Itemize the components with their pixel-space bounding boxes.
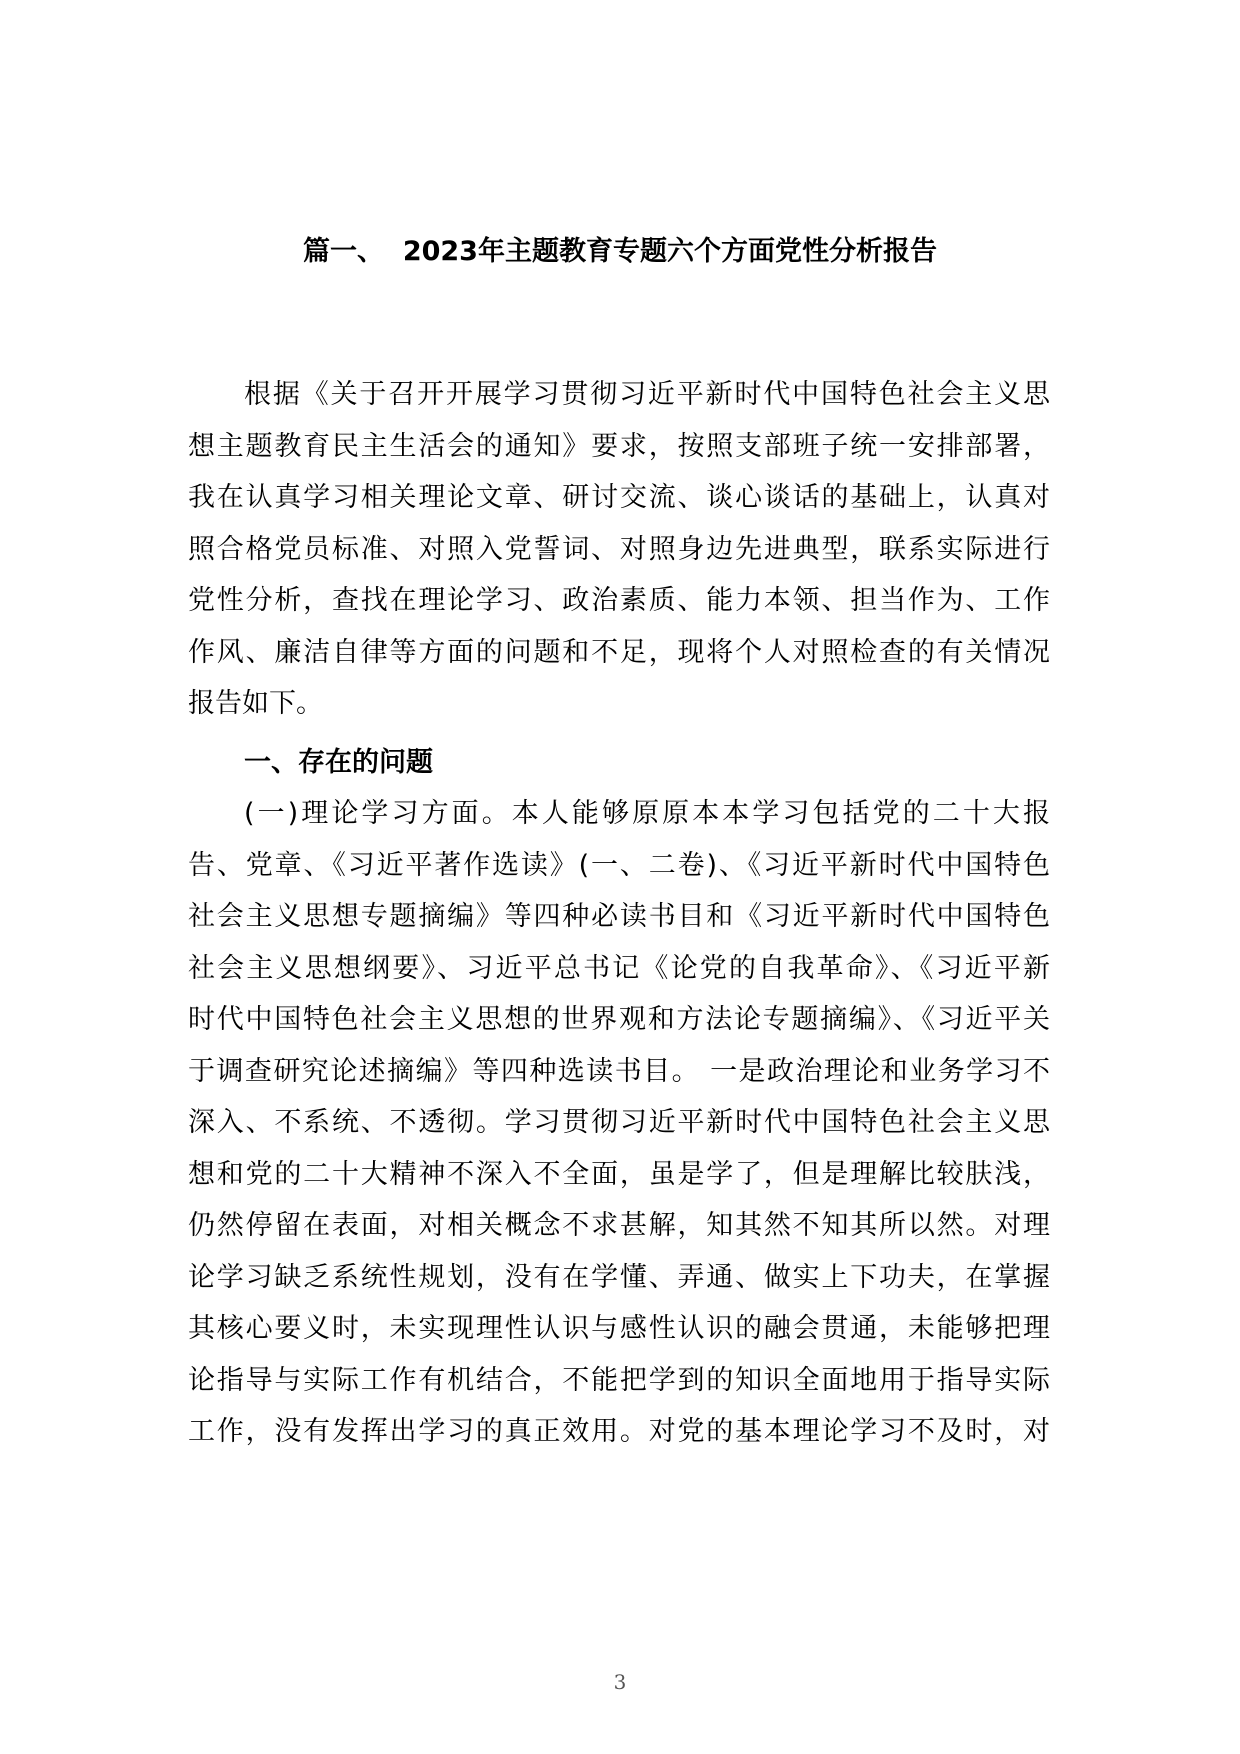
page-number: 3 xyxy=(613,1670,627,1694)
section1-line: 工作，没有发挥出学习的真正效用。对党的基本理论学习不及时，对 xyxy=(188,1416,1050,1447)
intro-paragraph xyxy=(188,369,1050,730)
section1-line: 告、党章、《习近平著作选读》(一、二卷)、《习近平新时代中国特色 xyxy=(188,849,1050,881)
section1-line: 深入、不系统、不透彻。学习贯彻习近平新时代中国特色社会主义思 xyxy=(188,1107,1050,1138)
intro-line: 党性分析，查找在理论学习、政治素质、能力本领、担当作为、工作 xyxy=(188,585,1050,616)
section1-line: 其核心要义时，未实现理性认识与感性认识的融会贯通，未能够把理 xyxy=(188,1313,1050,1344)
intro-line: 报告如下。 xyxy=(188,688,323,719)
intro-line: 作风、廉洁自律等方面的问题和不足，现将个人对照检查的有关情况 xyxy=(188,636,1050,668)
section-heading: 一、存在的问题 xyxy=(244,747,433,778)
intro-line: 我在认真学习相关理论文章、研讨交流、谈心谈话的基础上，认真对 xyxy=(188,482,1050,513)
intro-line: 根据《关于召开开展学习贯彻习近平新时代中国特色社会主义思 xyxy=(244,379,1050,410)
section1-paragraph xyxy=(188,788,1050,1458)
section1-line: 时代中国特色社会主义思想的世界观和方法论专题摘编》、《习近平关 xyxy=(188,1004,1050,1035)
section1-line: 社会主义思想专题摘编》等四种必读书目和《习近平新时代中国特色 xyxy=(188,901,1050,932)
section1-line: 社会主义思想纲要》、习近平总书记《论党的自我革命》、《习近平新 xyxy=(188,952,1050,984)
section1-line: 仍然停留在表面，对相关概念不求甚解，知其然不知其所以然。对理 xyxy=(188,1210,1050,1241)
section1-line: 想和党的二十大精神不深入不全面，虽是学了，但是理解比较肤浅， xyxy=(188,1158,1050,1190)
section1-line: 于调查研究论述摘编》等四种选读书目。 一是政治理论和业务学习不 xyxy=(188,1055,1050,1087)
section1-line: 论指导与实际工作有机结合，不能把学到的知识全面地用于指导实际 xyxy=(188,1364,1050,1396)
document-title: 篇一、 2023年主题教育专题六个方面党性分析报告 xyxy=(303,236,937,267)
intro-line: 想主题教育民主生活会的通知》要求，按照支部班子统一安排部署， xyxy=(188,430,1050,462)
section1-line: (一)理论学习方面。本人能够原原本本学习包括党的二十大报 xyxy=(244,798,1050,829)
intro-line: 照合格党员标准、对照入党誓词、对照身边先进典型，联系实际进行 xyxy=(188,533,1050,565)
section1-line: 论学习缺乏系统性规划，没有在学懂、弄通、做实上下功夫，在掌握 xyxy=(188,1261,1050,1293)
